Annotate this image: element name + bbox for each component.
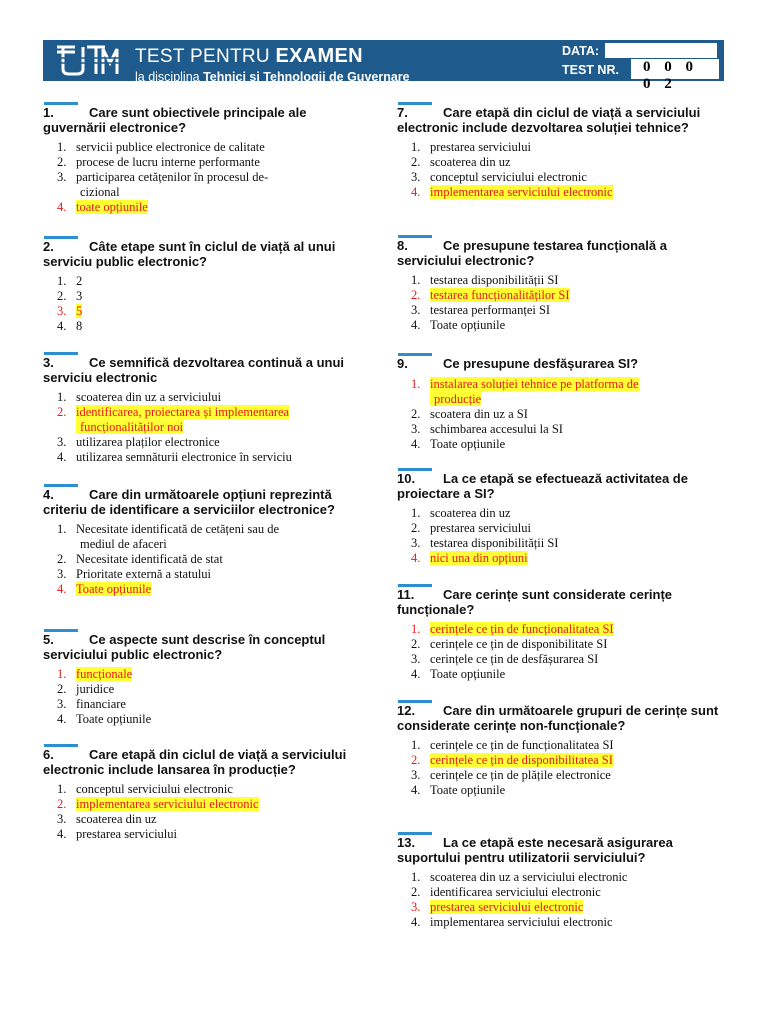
question-number: 7.	[397, 105, 408, 120]
answer-option[interactable]	[43, 450, 361, 465]
option-number: 3.	[411, 900, 421, 914]
answer-option[interactable]	[43, 682, 361, 697]
option-text: 5	[76, 304, 83, 318]
option-number: 3.	[411, 170, 421, 184]
test-number-label: TEST NR.	[562, 63, 619, 77]
option-text: Necesitate identificată de stat	[76, 552, 223, 566]
answer-options	[43, 274, 361, 334]
option-text: testarea disponibilității SI	[430, 273, 559, 287]
answer-options	[397, 506, 723, 566]
option-number: 1.	[411, 870, 421, 884]
question-number: 12.	[397, 703, 416, 718]
answer-option-correct[interactable]	[43, 405, 361, 435]
option-text: scoaterea din uz	[430, 506, 511, 520]
answer-option[interactable]	[43, 140, 361, 155]
answer-options	[43, 667, 361, 727]
option-number: 3.	[57, 304, 67, 318]
option-number: 1.	[411, 738, 421, 752]
question-text	[397, 472, 723, 501]
option-number: 4.	[411, 667, 421, 681]
question-number: 9.	[397, 356, 408, 371]
answer-option-correct[interactable]	[397, 900, 723, 915]
option-text: prestarea serviciului	[430, 140, 531, 154]
answer-option[interactable]	[397, 768, 723, 783]
question-label: Care din următoarele grupuri de cerințe sunt considerate cerințe non-funcționale?	[397, 703, 719, 733]
answer-options	[43, 782, 361, 842]
option-text: cizional	[80, 185, 120, 199]
option-number: 4.	[411, 185, 421, 199]
answer-options	[397, 273, 723, 333]
answer-option[interactable]	[43, 827, 361, 842]
question-2	[43, 236, 361, 334]
exam-header	[43, 40, 724, 92]
option-text: testarea performanței SI	[430, 303, 551, 317]
option-text: 3	[76, 289, 83, 303]
question-number: 3.	[43, 355, 54, 370]
question-8	[397, 235, 723, 333]
answer-option[interactable]	[397, 738, 723, 753]
option-text: juridice	[76, 682, 115, 696]
option-number: 3.	[57, 697, 67, 711]
question-3	[43, 352, 361, 465]
option-number: 1.	[411, 273, 421, 287]
option-text: prestarea serviciului	[76, 827, 177, 841]
option-text: Toate opțiunile	[76, 582, 152, 596]
option-number: 4.	[57, 319, 67, 333]
option-number: 3.	[57, 567, 67, 581]
option-text: conceptul serviciului electronic	[430, 170, 587, 184]
answer-option-correct[interactable]	[397, 185, 723, 200]
option-number: 3.	[411, 768, 421, 782]
answer-option[interactable]	[43, 155, 361, 170]
answer-option[interactable]	[397, 155, 723, 170]
option-number: 1.	[57, 522, 67, 536]
option-text: conceptul serviciului electronic	[76, 782, 233, 796]
question-text	[397, 239, 723, 268]
option-text: participarea cetățenilor în procesul de-	[76, 170, 269, 184]
option-number: 4.	[57, 582, 67, 596]
answer-option[interactable]	[397, 637, 723, 652]
answer-option[interactable]	[43, 522, 361, 552]
answer-option[interactable]	[397, 437, 723, 452]
question-number: 5.	[43, 632, 54, 647]
question-label: La ce etapă este necesară asigurarea suportului pentru utilizatorii serviciului?	[397, 835, 673, 865]
question-number: 8.	[397, 238, 408, 253]
answer-option[interactable]	[397, 422, 723, 437]
option-text: Toate opțiunile	[430, 783, 506, 797]
question-number: 4.	[43, 487, 54, 502]
option-number: 2.	[411, 406, 421, 421]
option-number: 1.	[411, 622, 421, 636]
answer-option-correct[interactable]	[43, 200, 361, 215]
option-text: funcționale	[76, 667, 133, 681]
question-text	[43, 488, 361, 517]
option-number: 2.	[411, 637, 421, 651]
option-number: 3.	[57, 435, 67, 449]
answer-option[interactable]	[43, 697, 361, 712]
option-text: cerințele ce țin de plățile electronice	[430, 768, 611, 782]
option-number: 2.	[411, 753, 421, 767]
option-text: procese de lucru interne performante	[76, 155, 260, 169]
answer-option[interactable]	[43, 812, 361, 827]
answer-options	[43, 522, 361, 597]
answer-options	[43, 140, 361, 215]
option-number: 1.	[57, 390, 67, 404]
question-label: Care din următoarele opțiuni reprezintă criteriu de identificare a serviciilor electronice?	[43, 487, 335, 517]
option-number: 1.	[411, 376, 421, 391]
question-number: 2.	[43, 239, 54, 254]
option-text: toate opțiunile	[76, 200, 148, 214]
question-text	[397, 106, 723, 135]
option-number: 4.	[57, 827, 67, 841]
question-9	[397, 353, 723, 452]
option-text: 2	[76, 274, 83, 288]
answer-option[interactable]	[43, 319, 361, 334]
option-text: implementarea serviciului electronic	[430, 915, 613, 929]
question-11	[397, 584, 723, 682]
option-number: 4.	[57, 450, 67, 464]
option-number: 4.	[411, 551, 421, 565]
answer-option[interactable]	[43, 567, 361, 582]
answer-option[interactable]	[43, 274, 361, 289]
option-text: scoaterea din uz a serviciului electronic	[430, 870, 628, 884]
option-text: testarea disponibilității SI	[430, 536, 559, 550]
answer-options	[397, 738, 723, 798]
option-number: 2.	[411, 521, 421, 535]
option-text: 8	[76, 319, 83, 333]
question-label: Care etapă din ciclul de viață a serviciului electronic include lansarea în producție?	[43, 747, 347, 777]
question-label: Ce aspecte sunt descrise în conceptul serviciului public electronic?	[43, 632, 326, 662]
answer-option[interactable]	[397, 783, 723, 798]
option-text: Necesitate identificată de cetățeni sau de	[76, 522, 280, 536]
option-text: utilizarea semnăturii electronice în serviciu	[76, 450, 292, 464]
option-text: cerințele ce țin de disponibilitatea SI	[430, 753, 613, 767]
question-text	[43, 106, 361, 135]
question-4	[43, 484, 361, 597]
option-number: 1.	[411, 506, 421, 520]
option-number: 2.	[57, 552, 67, 566]
question-13	[397, 832, 723, 930]
answer-option[interactable]	[43, 712, 361, 727]
answer-option[interactable]	[397, 536, 723, 551]
answer-option[interactable]	[397, 521, 723, 536]
exam-title: TEST PENTRU EXAMEN	[135, 45, 363, 67]
answer-option[interactable]	[397, 170, 723, 185]
answer-option[interactable]	[397, 318, 723, 333]
option-number: 2.	[57, 289, 67, 303]
option-text: Toate opțiunile	[430, 318, 506, 332]
question-1	[43, 102, 361, 215]
option-text: financiare	[76, 697, 126, 711]
option-text: cerințele ce țin de desfășurarea SI	[430, 652, 599, 666]
option-number: 2.	[57, 682, 67, 696]
option-text: implementarea serviciului electronic	[76, 797, 259, 811]
option-text: Toate opțiunile	[430, 667, 506, 681]
answer-option[interactable]	[43, 289, 361, 304]
answer-options	[397, 140, 723, 200]
answer-option[interactable]	[43, 390, 361, 405]
option-number: 4.	[57, 200, 67, 214]
option-text: servicii publice electronice de calitate	[76, 140, 265, 154]
option-number: 2.	[57, 797, 67, 811]
question-text	[397, 836, 723, 865]
question-12	[397, 700, 723, 798]
answer-option-correct[interactable]	[43, 304, 361, 319]
question-text	[397, 704, 723, 733]
answer-option[interactable]	[397, 652, 723, 667]
answer-option[interactable]	[397, 870, 723, 885]
question-10	[397, 468, 723, 566]
question-label: Ce presupune desfășurarea SI?	[443, 356, 639, 371]
answer-options	[397, 377, 723, 452]
question-7	[397, 102, 723, 200]
answer-option[interactable]	[43, 435, 361, 450]
option-text: cerințele ce țin de funcționalitatea SI	[430, 622, 614, 636]
utm-logo-icon	[53, 43, 123, 77]
option-number: 1.	[57, 140, 67, 154]
option-number: 3.	[411, 303, 421, 317]
option-text: identificarea, proiectarea și implementarea	[76, 405, 290, 419]
option-number: 2.	[411, 155, 421, 169]
option-text: implementarea serviciului electronic	[430, 185, 613, 199]
option-text: testarea funcționalităților SI	[430, 288, 570, 302]
option-number: 2.	[411, 288, 421, 302]
option-number: 1.	[57, 782, 67, 796]
option-number: 4.	[411, 915, 421, 929]
option-text: Toate opțiunile	[430, 436, 506, 451]
date-field[interactable]	[605, 43, 717, 58]
date-label: DATA:	[562, 44, 600, 58]
option-text: nici una din opțiuni	[430, 551, 528, 565]
question-label: Ce semnifică dezvoltarea continuă a unui serviciu electronic	[43, 355, 345, 385]
answer-option-correct[interactable]	[397, 288, 723, 303]
answer-option[interactable]	[397, 140, 723, 155]
option-number: 3.	[411, 421, 421, 436]
answer-option-correct[interactable]	[43, 797, 361, 812]
option-text: prestarea serviciului electronic	[430, 900, 584, 914]
option-number: 3.	[57, 170, 67, 184]
option-number: 3.	[57, 812, 67, 826]
option-text: scoaterea din uz	[430, 155, 511, 169]
question-label: Care sunt obiectivele principale ale guvernării electronice?	[43, 105, 307, 135]
question-number: 13.	[397, 835, 416, 850]
question-5	[43, 629, 361, 727]
answer-option[interactable]	[397, 407, 723, 422]
question-label: Câte etape sunt în ciclul de viață al unui serviciu public electronic?	[43, 239, 336, 269]
option-text: Toate opțiunile	[76, 712, 152, 726]
option-number: 4.	[411, 783, 421, 797]
option-number: 1.	[411, 140, 421, 154]
answer-option[interactable]	[397, 303, 723, 318]
answer-option[interactable]	[397, 885, 723, 900]
question-label: Ce presupune testarea funcțională a serviciului electronic?	[397, 238, 667, 268]
question-text	[43, 240, 361, 269]
option-text: scoatera din uz a SI	[430, 406, 528, 421]
option-text: instalarea soluției tehnice pe platforma de	[430, 376, 639, 391]
question-text	[43, 356, 361, 385]
option-number: 3.	[411, 652, 421, 666]
question-text	[43, 633, 361, 662]
answer-option-correct[interactable]	[397, 753, 723, 768]
option-number: 2.	[57, 405, 67, 419]
answer-option-correct[interactable]	[397, 622, 723, 637]
option-text: scoaterea din uz a serviciului	[76, 390, 222, 404]
option-text: schimbarea accesului la SI	[430, 421, 563, 436]
option-text: identificarea serviciului electronic	[430, 885, 601, 899]
option-text: Prioritate externă a statului	[76, 567, 212, 581]
option-text: scoaterea din uz	[76, 812, 157, 826]
option-number: 2.	[411, 885, 421, 899]
answer-options	[397, 622, 723, 682]
option-number: 4.	[411, 318, 421, 332]
question-text	[397, 588, 723, 617]
question-number: 10.	[397, 471, 416, 486]
answer-option[interactable]	[43, 170, 361, 200]
answer-options	[43, 390, 361, 465]
question-text	[397, 357, 723, 372]
option-number: 1.	[57, 667, 67, 681]
question-number: 1.	[43, 105, 54, 120]
answer-option[interactable]	[43, 552, 361, 567]
option-number: 2.	[57, 155, 67, 169]
question-label: Care cerințe sunt considerate cerințe funcționale?	[397, 587, 673, 617]
question-6	[43, 744, 361, 842]
test-number-value: 0 0 0 0 2	[643, 59, 698, 92]
option-number: 4.	[411, 436, 421, 451]
answer-option[interactable]	[397, 506, 723, 521]
option-text: prestarea serviciului	[430, 521, 531, 535]
option-text: funcționalităților noi	[76, 420, 183, 434]
answer-option-correct[interactable]	[397, 551, 723, 566]
answer-option-correct[interactable]	[397, 377, 723, 407]
option-text: mediul de afaceri	[80, 537, 167, 551]
course-subtitle: la disciplina Tehnici și Tehnologii de Guvernare	[135, 70, 410, 84]
answer-options	[397, 870, 723, 930]
option-text: cerințele ce țin de disponibilitate SI	[430, 637, 608, 651]
option-text: producție	[430, 392, 481, 406]
question-number: 11.	[397, 587, 415, 602]
option-number: 4.	[57, 712, 67, 726]
answer-option-correct[interactable]	[43, 667, 361, 682]
question-label: La ce etapă se efectuează activitatea de proiectare a SI?	[397, 471, 688, 501]
option-text: cerințele ce țin de funcționalitatea SI	[430, 738, 614, 752]
question-number: 6.	[43, 747, 54, 762]
answer-option[interactable]	[397, 915, 723, 930]
question-label: Care etapă din ciclul de viață a serviciului electronic include dezvoltarea soluției tehnice?	[397, 105, 701, 135]
answer-option[interactable]	[43, 782, 361, 797]
option-text: utilizarea plaților electronice	[76, 435, 220, 449]
option-number: 1.	[57, 274, 67, 288]
answer-option[interactable]	[397, 273, 723, 288]
answer-option[interactable]	[397, 667, 723, 682]
question-text	[43, 748, 361, 777]
option-number: 3.	[411, 536, 421, 550]
answer-option-correct[interactable]	[43, 582, 361, 597]
